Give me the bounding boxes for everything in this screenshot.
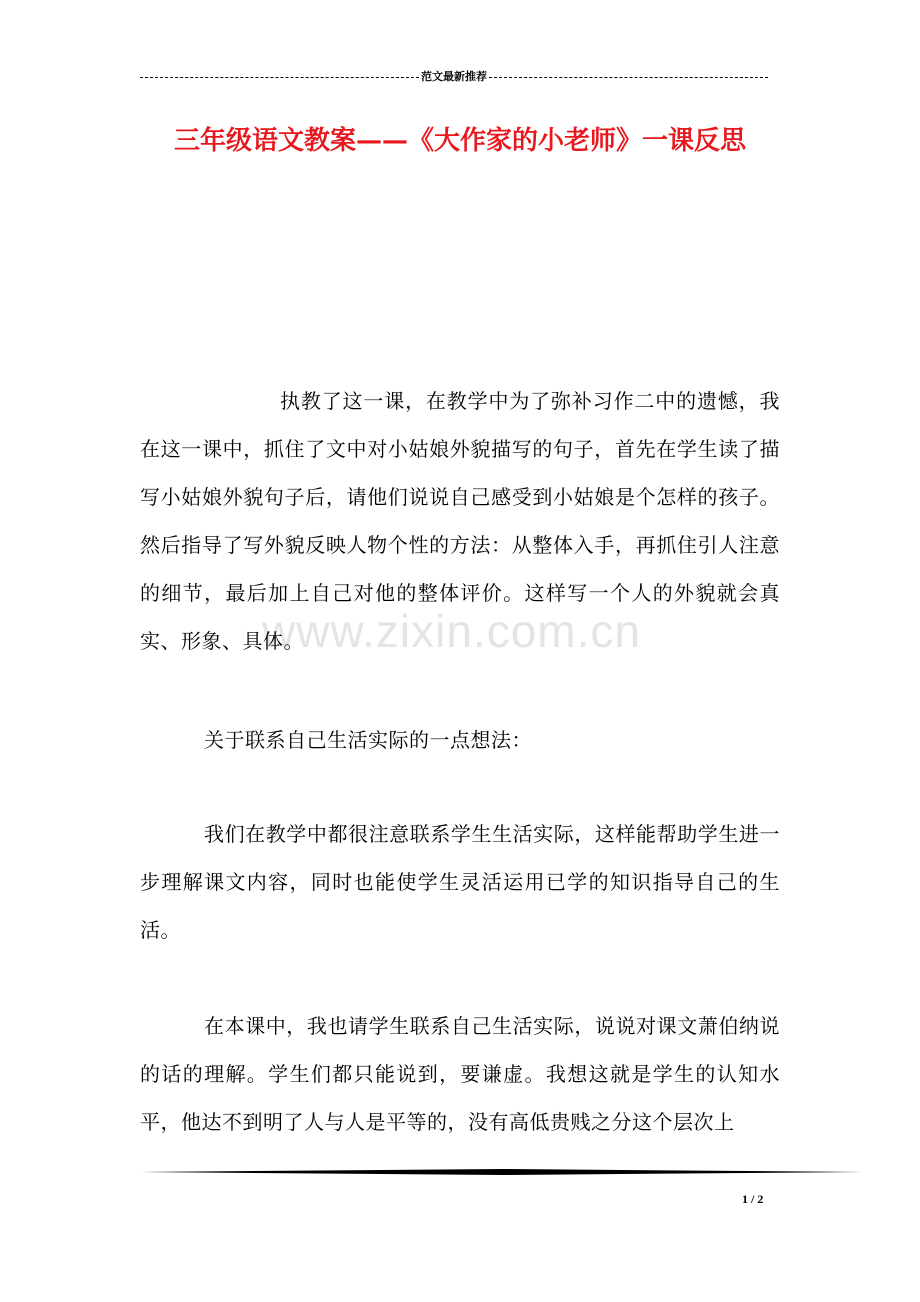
paragraph-4: 在本课中，我也请学生联系自己生活实际，说说对课文萧伯纳说的话的理解。学生们都只能说到，要谦虚。我想这就是学生的认知水平，他达不到明了人与人是平等的，没有高低贵贱之分这个层次上 [140, 1014, 780, 1134]
page-header [140, 70, 768, 84]
paragraph-1: 执教了这一课，在教学中为了弥补习作二中的遗憾，我在这一课中，抓住了文中对小姑娘外貌描写的句子，首先在学生读了描写小姑娘外貌句子后，请他们说说自己感受到小姑娘是个怎样的孩子。然后指导了写外貌反映人物个性的方法：从整体入手，再抓住引人注意的细节，最后加上自己对他的整体评价。这样写一个人的外貌就会真实、形象、具体。 [140, 389, 780, 653]
header-dashes-left [140, 77, 419, 78]
footer-rule [140, 1168, 864, 1176]
watermark: www.zixin.com.cn [262, 605, 641, 657]
document-title: 三年级语文教案——《大作家的小老师》一课反思 [173, 126, 746, 156]
header-label: 范文最新推荐 [421, 71, 487, 83]
paragraph-2: 关于联系自己生活实际的一点想法： [204, 728, 532, 752]
header-dashes-right [489, 77, 768, 78]
paragraph-3: 我们在教学中都很注意联系学生生活实际，这样能帮助学生进一步理解课文内容，同时也能使学生灵活运用已学的知识指导自己的生活。 [140, 822, 780, 942]
page-number: 1 / 2 [742, 1192, 764, 1206]
